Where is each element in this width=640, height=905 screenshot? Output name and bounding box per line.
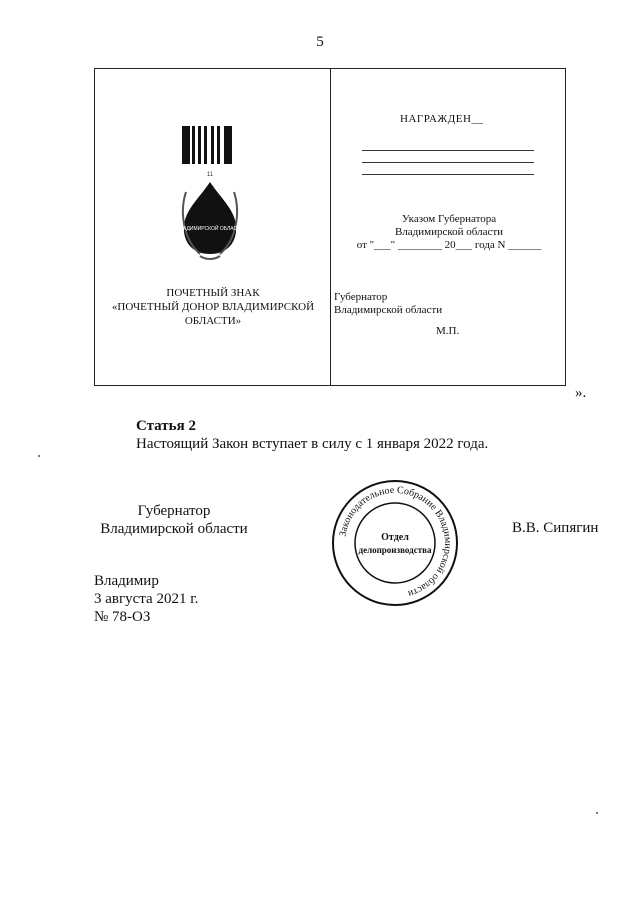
medal-ribbon xyxy=(182,126,232,164)
stamp-place-label: М.П. xyxy=(436,325,460,337)
scan-speck xyxy=(38,455,40,457)
blank-line xyxy=(362,150,534,151)
badge-caption-line: «ПОЧЕТНЫЙ ДОНОР ВЛАДИМИРСКОЙ xyxy=(111,301,315,313)
badge-caption-line: ПОЧЕТНЫЙ ЗНАК xyxy=(166,287,260,299)
city: Владимир xyxy=(94,573,159,589)
certificate-governor-line: Владимирской области xyxy=(334,304,443,316)
decree-block xyxy=(344,213,554,252)
decree-line: Указом Губернатора xyxy=(401,213,497,225)
badge-caption xyxy=(104,286,322,328)
place-date-block xyxy=(94,572,198,626)
badge-caption-line: ОБЛАСТИ» xyxy=(184,315,242,327)
decree-line: Владимирской области xyxy=(394,226,504,238)
scan-speck xyxy=(596,812,598,814)
certificate-governor-line: Губернатор xyxy=(334,291,388,303)
law-number: № 78-ОЗ xyxy=(94,609,151,625)
article-title: Статья 2 xyxy=(136,418,196,434)
seal-center-line: делопроизводства xyxy=(358,545,432,555)
awarded-label: НАГРАЖДЕН__ xyxy=(400,113,484,125)
medal-badge xyxy=(183,182,237,259)
signatory-title-line: Владимирской области xyxy=(100,521,248,537)
official-seal xyxy=(330,478,460,608)
seal-center-line: Отдел xyxy=(381,532,409,543)
blank-line xyxy=(362,174,534,175)
medal-label: 11 xyxy=(206,172,214,178)
signatory-name: В.В. Сипягин xyxy=(512,520,599,536)
decree-line: от "___" ________ 20___ года N ______ xyxy=(356,239,542,251)
medal-illustration xyxy=(170,120,250,270)
article-text: Настоящий Закон вступает в силу с 1 января 2022 года. xyxy=(136,436,489,452)
signatory-title-line: Губернатор xyxy=(137,503,211,519)
certificate-governor xyxy=(334,291,442,317)
seal-arc-textpath: Законодательное Собрание Владимирской области xyxy=(337,484,454,600)
page-number: 5 xyxy=(316,34,324,50)
blank-line xyxy=(362,162,534,163)
signatory-title xyxy=(94,502,254,538)
closing-quote: ». xyxy=(575,385,587,401)
certificate-divider xyxy=(330,68,331,386)
medal-text: ВЛАДИМИРСКОЙ ОБЛАСТИ xyxy=(176,226,244,232)
date: 3 августа 2021 г. xyxy=(94,591,199,607)
